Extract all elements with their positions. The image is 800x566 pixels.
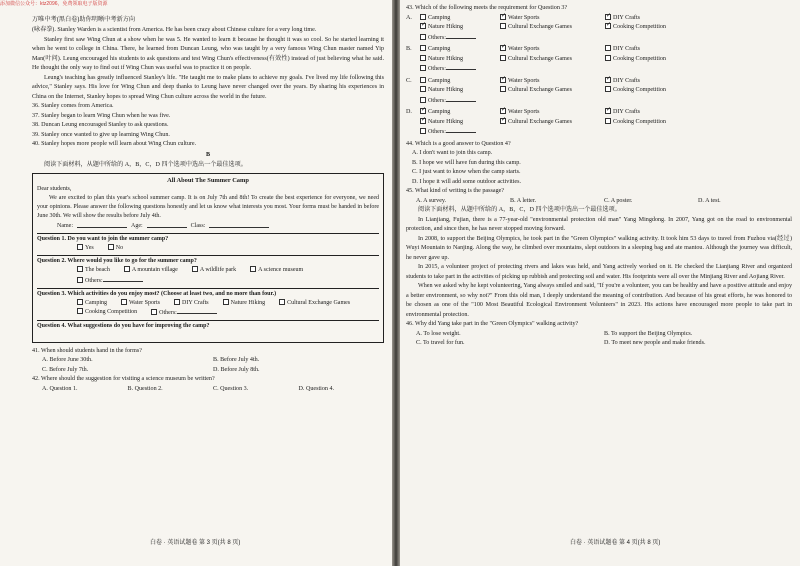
checkbox-item-others: Others: [420, 33, 500, 44]
page-gutter [392, 0, 400, 566]
para-2: Leung's teaching has greatly influenced Stanley's life. "He taught me to make plans to achieve my goals. I've lived my life following this advice," Stanley says. His love for Wing Chun and deep thanks to Leung have never changed over the years. By sharing his experiences in China on the Internet, Stanley hopes to spread Wing Chun culture across the world in the future. [32, 74, 384, 100]
empty-box-icon [420, 45, 426, 51]
checkbox-item: DIY Crafts [605, 45, 705, 55]
age-field[interactable] [147, 222, 187, 228]
q43-option-d [406, 108, 792, 138]
class-label: Class: [190, 222, 206, 229]
checkbox-games[interactable] [279, 299, 285, 305]
checkbox-item: ✓ Cooking Competition [605, 23, 705, 33]
empty-box-icon [420, 86, 426, 92]
question-39: 39. Stanley once wanted to give up learning Wing Chun. [32, 131, 170, 138]
q1-options: Yes No [37, 244, 379, 253]
empty-box-icon [420, 14, 426, 20]
passage-c-1: In Lianjiang, Fujian, there is a 77-year-old "environmental protection old man" Yang Mingdong. In 2007, Yang got on the road to environmental protection, and since then, he has never stopped moving forward. [406, 216, 792, 232]
checked-box-icon [605, 77, 611, 83]
empty-box-icon [420, 97, 426, 103]
q45-options: A. A survey. B. A letter. C. A poster. D. A test. [416, 197, 721, 204]
checkbox-item: ✓ DIY Crafts [605, 108, 705, 118]
q43-options [406, 14, 792, 138]
checkbox-item-others: Others: [420, 64, 500, 75]
others-blank [446, 33, 476, 39]
empty-box-icon [500, 23, 506, 29]
age-label: Age: [131, 222, 143, 229]
empty-box-icon [420, 128, 426, 134]
para-1: Stanley first saw Wing Chun at a show when he was 5. He wanted to learn it because he thought it was so cool. So he started learning it when he went to college in China. There, he learned from Duncan Leung, who was taught by a very famous Wing Chun master named Yip Man(叶问). Leung encouraged his students to ask questions and test Wing Chun's effectiveness(有效性) instead of just believing what he said. He thought the only way to find out if Wing Chun was useful was to practice it on people. [32, 36, 384, 71]
checkbox-item: ✓ Camping [420, 108, 500, 118]
checkbox-mountain[interactable] [124, 266, 130, 272]
section-c-instruction: 阅读下面材料，从题中所给的 A，B，C，D 四个选项中选出一个最佳选项。 [418, 207, 621, 213]
checked-box-icon [500, 14, 506, 20]
checked-box-icon [420, 108, 426, 114]
checkbox-water-sports[interactable] [121, 299, 127, 305]
q44-options: A. I don't want to join this camp. B. I hope we will have fun during this camp. C. I just want to know when the camp starts. D. I hope it will add some outdoor activities. [412, 150, 521, 185]
others-blank [446, 96, 476, 102]
page-right [400, 0, 800, 566]
question-45: 45. What kind of writing is the passage? [406, 188, 505, 194]
checkbox-no[interactable] [108, 244, 114, 250]
question-41: 41. When should students hand in the forms? [32, 347, 142, 354]
form-q3: Question 3. Which activities do you enjoy most? (Choose at least two, and no more than four.) [37, 288, 379, 299]
checkbox-item: Nature Hiking [420, 86, 500, 96]
question-36: 36. Stanley comes from America. [32, 103, 114, 109]
checkbox-item: ✓Nature Hiking [420, 118, 500, 128]
checked-box-icon [605, 23, 611, 29]
checkbox-camping[interactable] [77, 299, 83, 305]
q41-options: A. Before June 30th. B. Before July 4th. C. Before July 7th. D. Before July 8th. [42, 357, 260, 373]
checkbox-item: Cultural Exchange Games [500, 55, 605, 65]
camp-form [32, 173, 384, 343]
watermark: 添加微信公众号：ktz2096，免费领取电子版资源 [0, 1, 108, 7]
section-b-instruction: 阅读下面材料，从题中所给的 A，B，C，D 四个选项中选出一个最佳选项。 [44, 162, 247, 168]
empty-box-icon [420, 55, 426, 61]
checkbox-item: Cooking Competition [605, 118, 705, 128]
question-46: 46. Why did Yang take part in the "Green Olympics" walking activity? [406, 321, 579, 327]
right-content [406, 4, 792, 349]
empty-box-icon [420, 65, 426, 71]
checkbox-wildlife[interactable] [192, 266, 198, 272]
checkbox-item-others: Others: [420, 96, 500, 107]
empty-box-icon [605, 118, 611, 124]
class-field[interactable] [209, 222, 269, 228]
passage-c-3: In 2015, a volunteer project of protecting rivers and lakes was held, and Yang actively worked on it. He checked the Lianjiang River and organized students to take part in the activities of picking up rubbish and protecting soil and water. His footprints were all over the Minjiang River and Aojiang River. [406, 264, 792, 280]
empty-box-icon [420, 77, 426, 83]
option-letter: B. [406, 46, 412, 52]
form-q2: Question 2. Where would you like to go for the summer camp? [37, 255, 379, 266]
checkbox-item: ✓ Water Sports [500, 108, 605, 118]
others-blank [446, 64, 476, 70]
checked-box-icon [605, 108, 611, 114]
checkbox-item: ✓ Cultural Exchange Games [500, 118, 605, 128]
form-intro: We are excited to plan this year's school summer camp. It is on July 7th and 8th! To create the best experience for everyone, we need your opinions. Please answer the following questions honestly and let us know what interests you most. Your forms must be handed in before June 30th. We will show the results before July 4th. [37, 194, 379, 220]
option-letter: C. [406, 77, 412, 84]
form-greeting: Dear students, [37, 185, 72, 192]
checkbox-item: Camping [420, 14, 500, 24]
empty-box-icon [605, 55, 611, 61]
checked-box-icon [500, 108, 506, 114]
others-blank [446, 127, 476, 133]
checkbox-others[interactable] [77, 277, 83, 283]
left-content [32, 26, 384, 394]
checkbox-item: ✓ DIY Crafts [605, 14, 705, 24]
checkbox-item: ✓ DIY Crafts [605, 77, 705, 87]
empty-box-icon [500, 86, 506, 92]
question-40: 40. Stanley hopes more people will learn about Wing Chun culture. [32, 141, 197, 147]
page-footer-left: 白卷 · 英语试题卷 第 3 页(共 8 页) [150, 540, 241, 546]
empty-box-icon [500, 55, 506, 61]
checkbox-item: Cooking Competition [605, 86, 705, 96]
checkbox-item: Nature Hiking [420, 55, 500, 65]
q43-option-b [406, 45, 792, 75]
checkbox-diy[interactable] [174, 299, 180, 305]
checkbox-item: Cultural Exchange Games [500, 86, 605, 96]
checkbox-beach[interactable] [77, 266, 83, 272]
name-field[interactable] [77, 222, 127, 228]
option-letter: A. [406, 14, 412, 21]
form-fields [37, 222, 379, 231]
checkbox-item: ✓Nature Hiking [420, 23, 500, 33]
q46-options: A. To lose weight. B. To support the Beijing Olympics. C. To travel for fun. D. To meet new people and make friends. [416, 330, 706, 346]
form-q1: Question 1. Do you want to join the summer camp? [37, 233, 379, 244]
passage-c-2: In 2008, to support the Beijing Olympics, he took part in the "Green Olympics" walking activity. It took him 53 days to travel from Fuzhou via(经过) Wuyi Mountain to Nanjing. Along the way, he climbed over mountains, slept outdoors in a sleeping bag and ate mantou. Although the journey was difficult, he never gave up. [406, 235, 792, 261]
form-q4: Question 4. What suggestions do you have for improving the camp? [37, 320, 379, 339]
question-43: 43. Which of the following meets the requirement for Question 3? [406, 5, 568, 11]
checkbox-others-2[interactable] [151, 309, 157, 315]
checkbox-item: Camping [420, 45, 500, 55]
q42-options: A. Question 1. B. Question 2. C. Question 3. D. Question 4. [42, 385, 335, 392]
para-0: (咏春拳). Stanley Warden is a scientist from America. He has been crazy about Chinese culture for a very long time. [32, 27, 317, 33]
section-b-label: B [205, 151, 211, 158]
form-title: All About The Summer Camp [167, 176, 249, 184]
q43-option-a [406, 14, 792, 44]
q43-option-c [406, 77, 792, 107]
passage-c-4: When we asked why he kept volunteering, Yang always smiled and said, "If you're a volunteer, you can be healthy and have a positive attitude and enjoy a better environment, so why not?" From this old man, I deeply understand the meaning of contribution. And because of his great efforts, he was honored to be chosen as one of the "100 Most Beautiful Ecological Environment Volunteers" in 2023. His actions have encouraged more people to take part in environmental protection. [406, 283, 792, 318]
checkbox-item: ✓ Water Sports [500, 14, 605, 24]
checkbox-yes[interactable] [77, 244, 83, 250]
q3-options: Camping Water Sports DIY Crafts Nature Hiking Cultural Exchange Games Cooking Competition Others: [37, 299, 379, 318]
checkbox-item: ✓ Water Sports [500, 77, 605, 87]
checkbox-item: Camping [420, 77, 500, 87]
question-42: 42. Where should the suggestion for visiting a science museum be written? [32, 376, 215, 383]
question-37: 37. Stanley began to learn Wing Chun when he was five. [32, 112, 171, 119]
question-44: 44. Which is a good answer to Question 4? [406, 140, 511, 147]
empty-box-icon [605, 86, 611, 92]
checked-box-icon [500, 77, 506, 83]
checked-box-icon [500, 118, 506, 124]
checked-box-icon [420, 118, 426, 124]
checkbox-item: Cultural Exchange Games [500, 23, 605, 33]
checkbox-museum[interactable] [250, 266, 256, 272]
q2-options: The beach A mountain village A wildlife park A science museum Others: [37, 266, 379, 285]
checkbox-cooking[interactable] [77, 308, 83, 314]
checkbox-hiking[interactable] [223, 299, 229, 305]
option-letter: D. [406, 109, 412, 115]
empty-box-icon [420, 34, 426, 40]
checked-box-icon [605, 14, 611, 20]
checked-box-icon [420, 23, 426, 29]
checked-box-icon [500, 45, 506, 51]
page-header: 万唯中考(黑白卷)助你明晰中考新方向 [32, 16, 136, 23]
empty-box-icon [605, 45, 611, 51]
question-38: 38. Duncan Leung encouraged Stanley to ask questions. [32, 122, 169, 128]
checkbox-item: ✓ Water Sports [500, 45, 605, 55]
page-left [0, 0, 392, 566]
checkbox-item: Cooking Competition [605, 55, 705, 65]
name-label: Name: [57, 222, 73, 229]
checkbox-item-others: Others: [420, 127, 500, 138]
page-footer-right: 白卷 · 英语试题卷 第 4 页(共 8 页) [570, 540, 661, 546]
